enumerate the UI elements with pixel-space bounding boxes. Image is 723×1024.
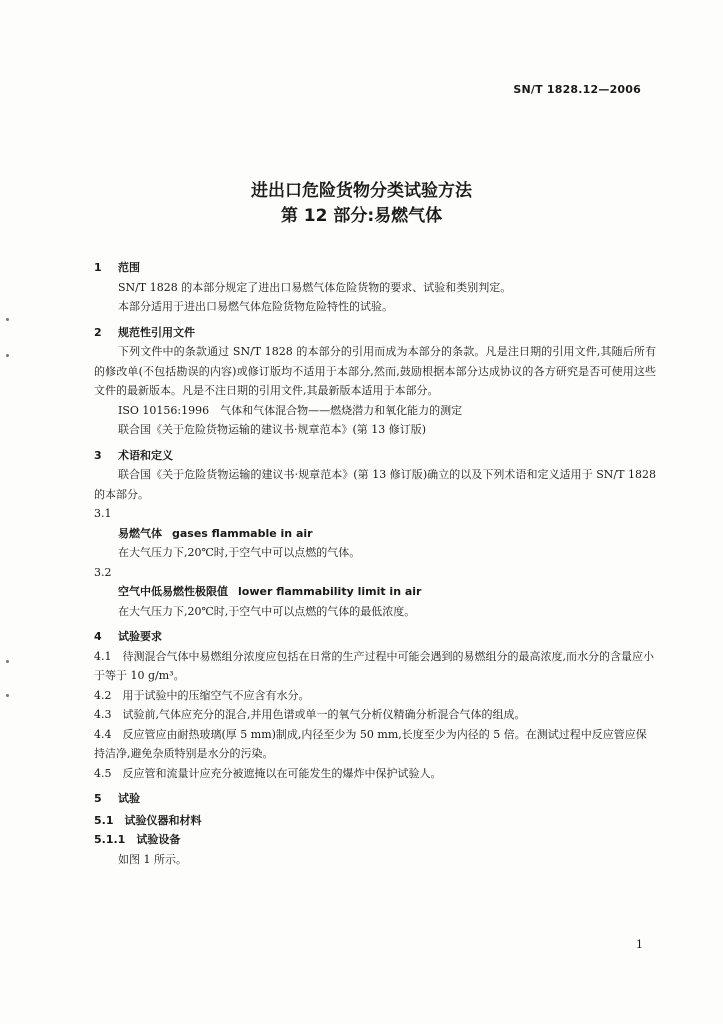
scan-speck: [6, 354, 9, 357]
section-2-heading: 2 规范性引用文件: [94, 325, 195, 339]
scan-speck: [6, 660, 9, 663]
term-1-definition: 在大气压力下,20℃时,于空气中可以点燃的气体。: [118, 546, 361, 559]
term-2-number: 3.2: [94, 565, 112, 579]
term-1-number: 3.1: [94, 507, 112, 520]
section-2-para-1: 下列文件中的条款通过 SN/T 1828 的本部分的引用而成为本部分的条款。凡是注日期的引用文件,其随后所有的修改单(不包括勘误的内容)或修订版均不适用于本部分,然而,鼓励根据本部分达成协议的各方研究是否可使用这些文件的最新版本。凡是不注日期的引用文件,其最新版本适用于本部分。: [94, 345, 656, 397]
clause-5-1-1-heading: 5.1.1 试验设备: [94, 833, 181, 846]
section-3-heading: 3 术语和定义: [94, 448, 173, 462]
scan-speck: [6, 318, 9, 321]
document-body: [94, 252, 656, 869]
clause-4-5: 4.5 反应管和流量计应充分被遮掩以在可能发生的爆炸中保护试验人。: [94, 766, 442, 780]
section-1-para-1: SN/T 1828 的本部分规定了进出口易燃气体危险货物的要求、试验和类别判定。: [118, 280, 512, 294]
scan-speck: [6, 694, 9, 697]
section-3-para-1: 联合国《关于危险货物运输的建议书·规章范本》(第 13 修订版)确立的以及下列术语和定义适用于 SN/T 1828 的本部分。: [94, 468, 656, 501]
clause-4-4: 4.4 反应管应由耐热玻璃(厚 5 mm)制成,内径至少为 50 mm,长度至少为内径的 5 倍。在测试过程中反应管应保持洁净,避免杂质特别是水分的污染。: [94, 727, 647, 760]
term-2-definition: 在大气压力下,20℃时,于空气中可以点燃的气体的最低浓度。: [118, 604, 416, 618]
clause-4-2: 4.2 用于试验中的压缩空气不应含有水分。: [94, 688, 310, 702]
section-1-heading: 1 范围: [94, 261, 140, 274]
clause-4-3: 4.3 试验前,气体应充分的混合,并用色谱或单一的氧气分析仪精确分析混合气体的组成。: [94, 708, 526, 721]
term-1-name: 易燃气体 gases flammable in air: [118, 526, 313, 540]
section-1-para-2: 本部分适用于进出口易燃气体危险货物危险特性的试验。: [118, 300, 393, 313]
term-2-name: 空气中低易燃性极限值 lower flammability limit in air: [118, 585, 422, 598]
page-number: 1: [636, 938, 643, 951]
reference-2: 联合国《关于危险货物运输的建议书·规章范本》(第 13 修订版): [118, 423, 427, 436]
clause-4-1: 4.1 待测混合气体中易燃组分浓度应包括在日常的生产过程中可能会遇到的易燃组分的最高浓度,而水分的含量应小于等于 10 g/m³。: [94, 649, 654, 682]
clause-5-1-heading: 5.1 试验仪器和材料: [94, 813, 202, 827]
section-5-heading: 5 试验: [94, 792, 140, 805]
section-4-heading: 4 试验要求: [94, 630, 162, 643]
clause-5-1-1-text: 如图 1 所示。: [118, 852, 187, 866]
standard-number: SN/T 1828.12—2006: [513, 83, 641, 96]
document-subtitle: 第 12 部分:易燃气体: [280, 206, 443, 226]
reference-1: ISO 10156:1996 气体和气体混合物——燃烧潜力和氧化能力的测定: [118, 403, 463, 417]
document-title: 进出口危险货物分类试验方法: [251, 181, 472, 201]
